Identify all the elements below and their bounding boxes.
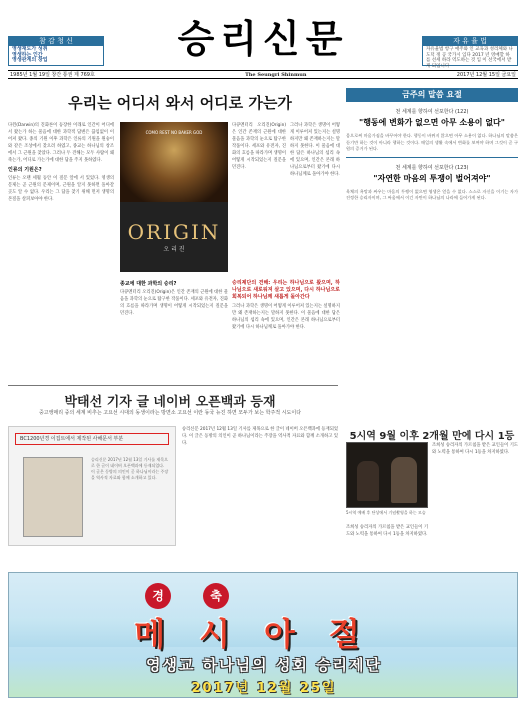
slogan-box-left <box>8 36 104 66</box>
lead-subhead: 인류의 기원은? <box>8 167 42 173</box>
sidebar-item-text: 육체의 욕망과 싸우는 마음의 투쟁이 없으면 영생은 얻을 수 없다. 스스로 자신을 이기는 자가 진정한 승리자이며, 그 싸움에서 이긴 자만이 하나님의 나라에 들어가게 된다. <box>346 188 518 200</box>
banner-organization: 영생교 하나님의 성회 승리제단 <box>145 656 383 674</box>
lead-column-3 <box>290 122 340 272</box>
divider <box>346 157 518 158</box>
person-figure <box>357 461 379 501</box>
lead-red-subhead: 승리제단의 견해: 우리는 하나님으로 왔으며, 하나님으로 새로워져 살고 있으며, 다시 하나님으로 회복되어 하나님께 새롭게 돌아간다 <box>232 280 340 300</box>
scroll-fragment-image <box>23 457 83 537</box>
sidebar-item-text: 몸으로써 마음가짐을 바꾸어야 한다. 행동이 바뀌지 않으면 아무 소용이 없다. 하나님의 말씀은 듣기만 하는 것이 아니라 행하는 것이다. 매일의 생활 속에서 변화를 보여야 하며 그것이 곧 구원의 증거가 된다. <box>346 133 518 151</box>
masthead <box>0 0 526 70</box>
english-title: The Seungri Shinmun <box>245 72 307 78</box>
poster-korean-title: 오 리 진 <box>163 246 185 253</box>
sidebar-item-title: "행동에 변화가 없으면 아무 소용이 없다" <box>359 118 505 127</box>
poster-title: ORIGIN <box>127 220 221 244</box>
slogan-line: 영생재도가 성취 <box>12 46 48 52</box>
slogan-lines <box>9 46 103 65</box>
sidebar-heading: 금주의 말씀 요절 <box>346 88 518 102</box>
slogan-heading: 참 감 청 신 <box>9 37 103 46</box>
screenshot-body: 승리신문 2017년 12월 13일 기사를 제목으로 한 글이 네이버 오픈백과에 등재되었다. 이 글은 동방의 의인이 곧 하나님이라는 주장을 역사적 자료와 함께 소개하고 있다. <box>91 457 169 480</box>
lead-paragraph: 다큐멘터리 오리진(Origin)은 인간 존재의 근원에 대한 물음을 과학의 눈으로 탐구한 작품이다. 세포와 유전자, 진화의 흐름을 따라가며 생명이 어떻게 시작되었는지 질문을 던진다. <box>232 123 286 170</box>
slogan-line: 영생하는 인간 <box>12 51 43 58</box>
sidebar-item-label: 천 세계를 향하여 선포한다 (123) <box>395 164 469 171</box>
sidebar-item-title: "자연한 마음의 투쟁이 벌어져야" <box>373 173 491 183</box>
section3-headline: 5시역 9월 이후 2개월 만에 다시 1등 <box>349 431 515 442</box>
divider <box>8 385 338 386</box>
person-figure <box>391 457 417 503</box>
issue-number: 1985년 1월 19일 창간 통권 제 769호 <box>10 72 95 78</box>
lead-column-1 <box>8 122 114 380</box>
section3-body <box>432 442 518 566</box>
issue-date: 2017년 12월 15일 금요일 <box>456 72 516 78</box>
encyclopedia-screenshot <box>8 426 176 546</box>
section3-body-2 <box>346 524 428 566</box>
lead-column-5 <box>232 278 340 380</box>
lead-column-2 <box>232 122 286 272</box>
banner-main-title: 메시아절 <box>134 615 394 653</box>
section3-paragraph: 조희성 승리자의 가르침을 받은 교인들이 기도와 노력을 통하여 다시 1등을 차지하였다. <box>432 443 518 455</box>
slogan-heading-right: 자 유 율 법 <box>423 37 517 46</box>
photo-caption: 5시역 예배 후 단상에서 기념촬영을 하는 모습 <box>346 510 426 515</box>
celebration-badge: 경 <box>145 583 171 609</box>
lead-paragraph: 그러나 과학은 생명이 어떻게 이루어져 있는지는 설명하지만 왜 존재하는지는 말하지 못한다. 이 물음에 대한 답은 하나님의 섭리 속에 있으며, 인간은 본래 하나님으로부터 왔기에 다시 하나님께로 돌아가야 한다. <box>232 304 340 330</box>
newspaper-title: 승리신문 <box>177 17 349 61</box>
section2-subline: 중고앵매리 중의 세계 비추는 고요선 시대의 동생이라는 방면소 고요선 이란 동국 뉴진 하면 모두가 보는 학주적 시도이다 <box>38 410 302 416</box>
lead-headline: 우리는 어디서 와서 어디로 가는가 <box>68 94 292 112</box>
slogan-text-right: 자유율법 항구 애주와 인 교육과 성리체와 나 도덕 정 공 국가시 입다 2017 년 영매할 하 를 선세 하라 역도하는 것 입 이 선국에서 받게 되입니다 <box>426 47 513 69</box>
weekly-verse-sidebar <box>346 88 518 202</box>
section2-body <box>182 426 338 566</box>
ceremony-photo <box>346 442 428 508</box>
slogan-line: 영생관계의 창업 <box>12 57 48 63</box>
section2-paragraph: 승리신문 2017년 12월 13일 기사를 제목으로 한 글이 네이버 오픈백과에 등재되었다. 이 글은 동방의 의인이 곧 하나님이라는 주장을 역사적 자료와 함께 소개하고 있다. <box>182 427 338 446</box>
section2-headline: 박태선 기자 글 네이버 오픈백과 등재 <box>64 395 276 410</box>
section3-paragraph: 조희성 승리자의 가르침을 받은 교인들이 기도와 노력을 통하여 다시 1등을 차지하였다. <box>346 525 428 537</box>
lead-paragraph: 인류는 오랜 세월 동안 이 질문 앞에 서 있었다. 영생의 문제는 곧 근원의 문제이며, 근원을 알지 못하면 돌아갈 곳도 알 수 없다. 우리는 그 답을 찾기 위해 먼저 생명의 본질을 살펴보아야 한다. <box>8 176 114 202</box>
banner-date: 2017년 12월 25일 <box>191 681 337 696</box>
messiah-day-banner <box>8 572 518 698</box>
lead-column-4 <box>120 278 228 380</box>
lead-paragraph: 그러나 과학은 생명이 어떻게 이루어져 있는지는 설명하지만 왜 존재하는지는 말하지 못한다. 이 물음에 대한 답은 하나님의 섭리 속에 있으며, 인간은 본래 하나님으로부터 왔기에 다시 하나님께로 돌아가야 한다. <box>290 123 340 177</box>
celebration-badge: 축 <box>203 583 229 609</box>
lead-subhead: 종교에 대한 과학의 승리? <box>120 281 177 287</box>
origin-movie-poster <box>120 122 228 272</box>
lead-paragraph: 다윈(Darwin)의 진화론이 등장한 이래로 인간이 어디에서 왔는가 하는 물음에 대한 과학적 답변은 끊임없이 이어져 왔다. 종의 기원 이후 과학은 인류의 기원을 원숭이와 같은 조상에서 찾으려 하였고, 종교는 하나님의 창조에서 그 근원을 찾았다. 그러나 두 견해는 모두 사람이 왜 죽는가, 어디로 가는가에 대한 답을 주지 못하였다. <box>8 123 114 163</box>
issue-info-bar <box>8 70 518 79</box>
lead-paragraph: 다큐멘터리 오리진(Origin)은 인간 존재의 근원에 대한 물음을 과학의 눈으로 탐구한 작품이다. 세포와 유전자, 진화의 흐름을 따라가며 생명이 어떻게 시작되었는지 질문을 던진다. <box>120 290 228 316</box>
slogan-box-right <box>422 36 518 69</box>
sidebar-item-label: 천 세계를 향하여 선포한다 (122) <box>395 109 469 115</box>
poster-tagline: COMO REST NO BAKER GOD <box>145 130 203 135</box>
screenshot-caption-bar: BC1200년경 이집트에서 제작된 사해문서 부분 <box>15 433 169 445</box>
